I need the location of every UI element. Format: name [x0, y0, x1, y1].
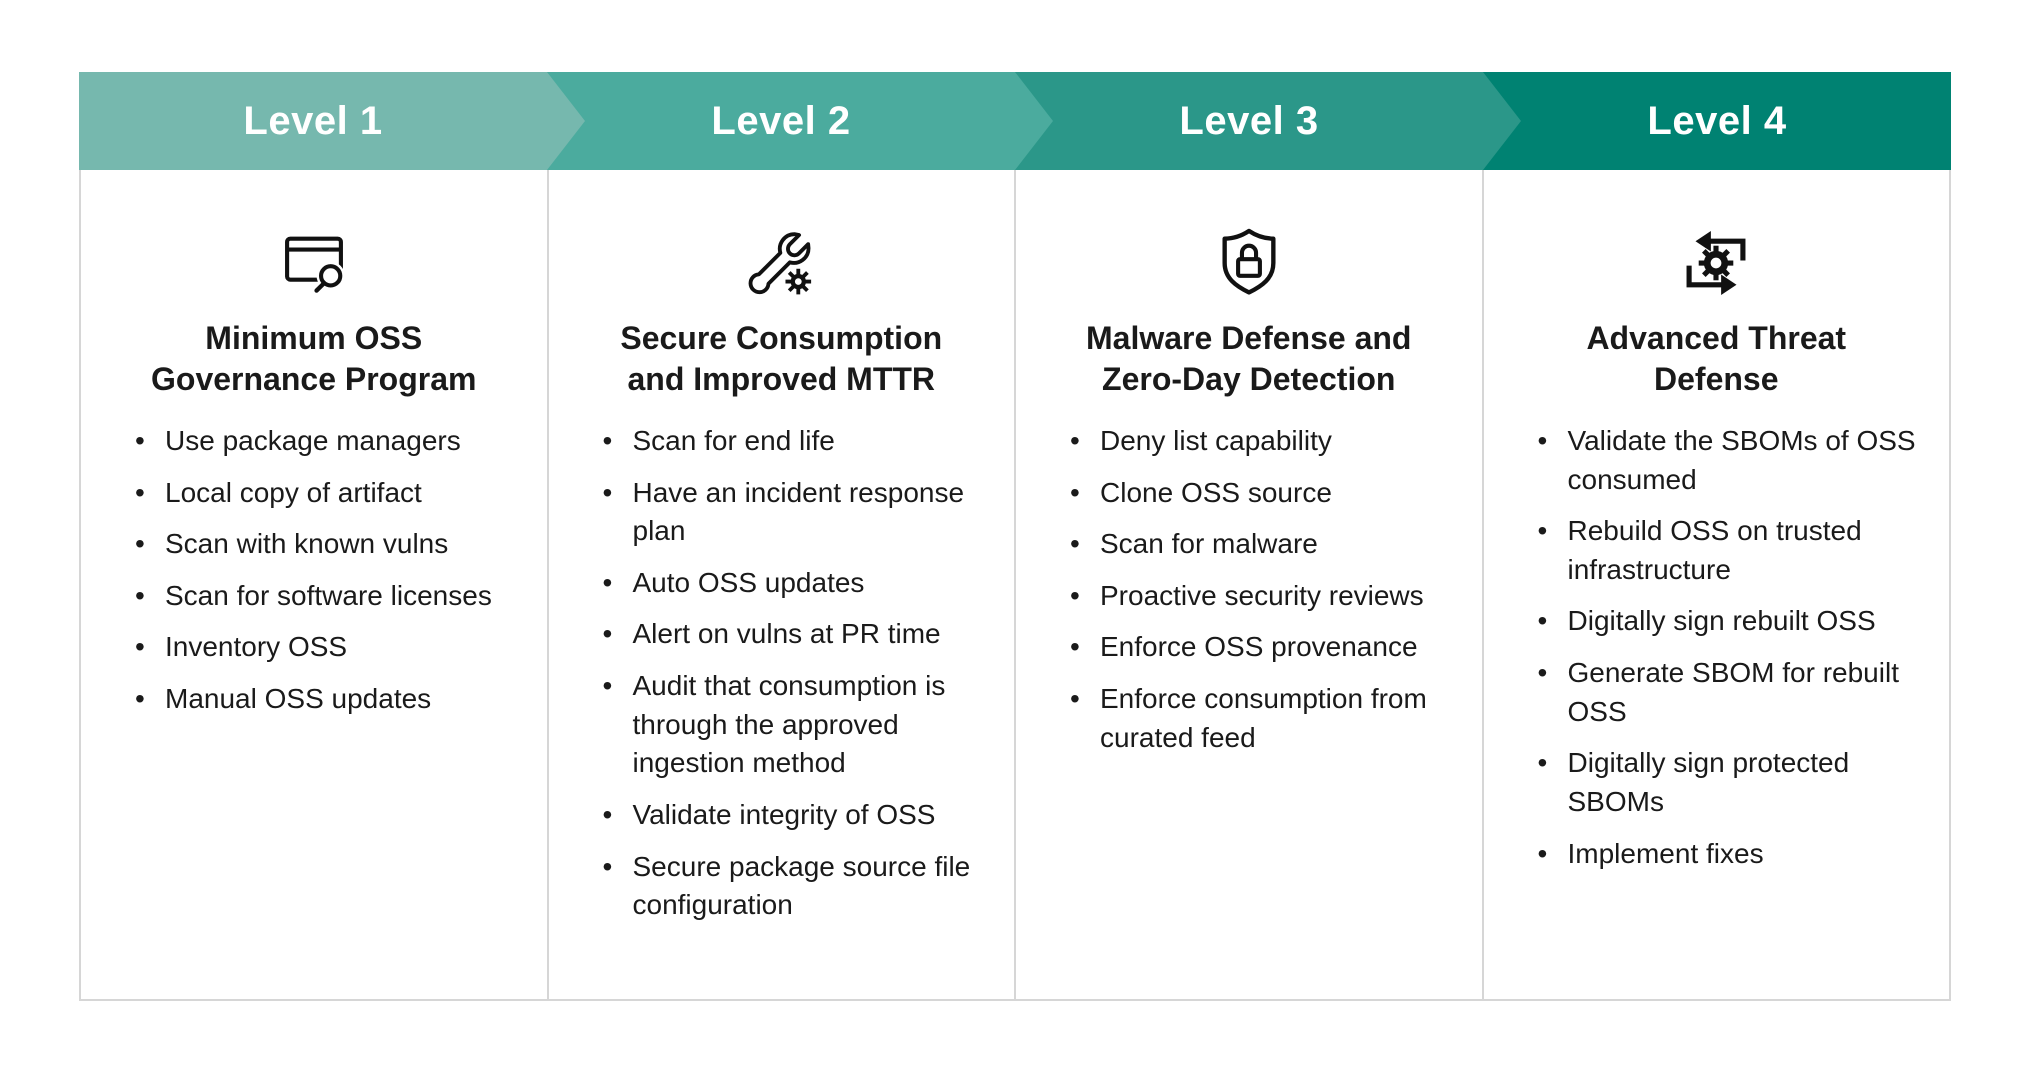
- title-line: Defense: [1654, 360, 1779, 397]
- bullet-item: • Rebuild OSS on trusted infrastructure: [1532, 512, 1924, 589]
- level-2-bullet-list: [549, 422, 1015, 925]
- bullet-item: • Have an incident response plan: [597, 474, 989, 551]
- title-line: and Improved MTTR: [627, 360, 936, 397]
- maturity-table: [79, 72, 1951, 1001]
- level-2-title: [549, 318, 1015, 400]
- level-2-header: [547, 72, 1015, 170]
- level-3-bullet-list: [1016, 422, 1482, 757]
- bullet-item: • Scan for software licenses: [129, 577, 521, 616]
- level-1-header: [79, 72, 547, 170]
- bullet-item: • Clone OSS source: [1064, 474, 1456, 513]
- level-2-header-label: Level 2: [711, 98, 851, 143]
- bullet-item: • Deny list capability: [1064, 422, 1456, 461]
- level-4-bullet-list: [1484, 422, 1950, 873]
- level-4-title: [1484, 318, 1950, 400]
- level-2-column: [547, 170, 1015, 999]
- level-4-header-label: Level 4: [1647, 98, 1787, 143]
- bullet-item: • Alert on vulns at PR time: [597, 615, 989, 654]
- title-line: Malware Defense and: [1086, 320, 1412, 356]
- bullet-item: • Validate the SBOMs of OSS consumed: [1532, 422, 1924, 499]
- process-automation-icon: [1484, 222, 1950, 304]
- level-1-header-label: Level 1: [243, 98, 383, 143]
- level-3-column: [1014, 170, 1482, 999]
- window-search-icon: [81, 222, 547, 304]
- bullet-item: • Scan with known vulns: [129, 525, 521, 564]
- bullet-item: • Digitally sign protected SBOMs: [1532, 744, 1924, 821]
- chevron-arrow-icon: [547, 72, 585, 170]
- title-line: Secure Consumption: [620, 320, 943, 356]
- chevron-arrow-icon: [1015, 72, 1053, 170]
- bullet-item: • Inventory OSS: [129, 628, 521, 667]
- bullet-item: • Local copy of artifact: [129, 474, 521, 513]
- level-body-row: [79, 170, 1951, 1001]
- chevron-arrow-icon: [1483, 72, 1521, 170]
- bullet-item: • Scan for malware: [1064, 525, 1456, 564]
- title-line: Minimum OSS: [205, 320, 423, 356]
- level-4-column: [1482, 170, 1950, 999]
- bullet-item: • Digitally sign rebuilt OSS: [1532, 602, 1924, 641]
- title-line: Governance Program: [151, 360, 477, 397]
- gear-glyph: [1699, 246, 1734, 281]
- bullet-item: • Enforce OSS provenance: [1064, 628, 1456, 667]
- bullet-item: • Audit that consumption is through the approved ingestion method: [597, 667, 989, 783]
- bullet-item: • Validate integrity of OSS: [597, 796, 989, 835]
- level-4-header: [1483, 72, 1951, 170]
- wrench-gear-icon: [549, 222, 1015, 304]
- bullet-item: • Proactive security reviews: [1064, 577, 1456, 616]
- bullet-item: • Implement fixes: [1532, 835, 1924, 874]
- bullet-item: • Scan for end life: [597, 422, 989, 461]
- bullet-item: • Secure package source file configuration: [597, 848, 989, 925]
- title-line: Zero-Day Detection: [1102, 360, 1396, 397]
- level-3-title: [1016, 318, 1482, 400]
- level-1-title: [81, 318, 547, 400]
- level-1-column: [81, 170, 547, 999]
- level-3-header-label: Level 3: [1179, 98, 1319, 143]
- shield-lock-icon: [1016, 222, 1482, 304]
- title-line: Advanced Threat: [1586, 320, 1847, 356]
- bullet-item: • Enforce consumption from curated feed: [1064, 680, 1456, 757]
- bullet-item: • Manual OSS updates: [129, 680, 521, 719]
- level-header-row: [79, 72, 1951, 170]
- bullet-item: • Use package managers: [129, 422, 521, 461]
- level-1-bullet-list: [81, 422, 547, 719]
- bullet-item: • Auto OSS updates: [597, 564, 989, 603]
- bullet-item: • Generate SBOM for rebuilt OSS: [1532, 654, 1924, 731]
- gear-glyph: [786, 269, 812, 295]
- level-3-header: [1015, 72, 1483, 170]
